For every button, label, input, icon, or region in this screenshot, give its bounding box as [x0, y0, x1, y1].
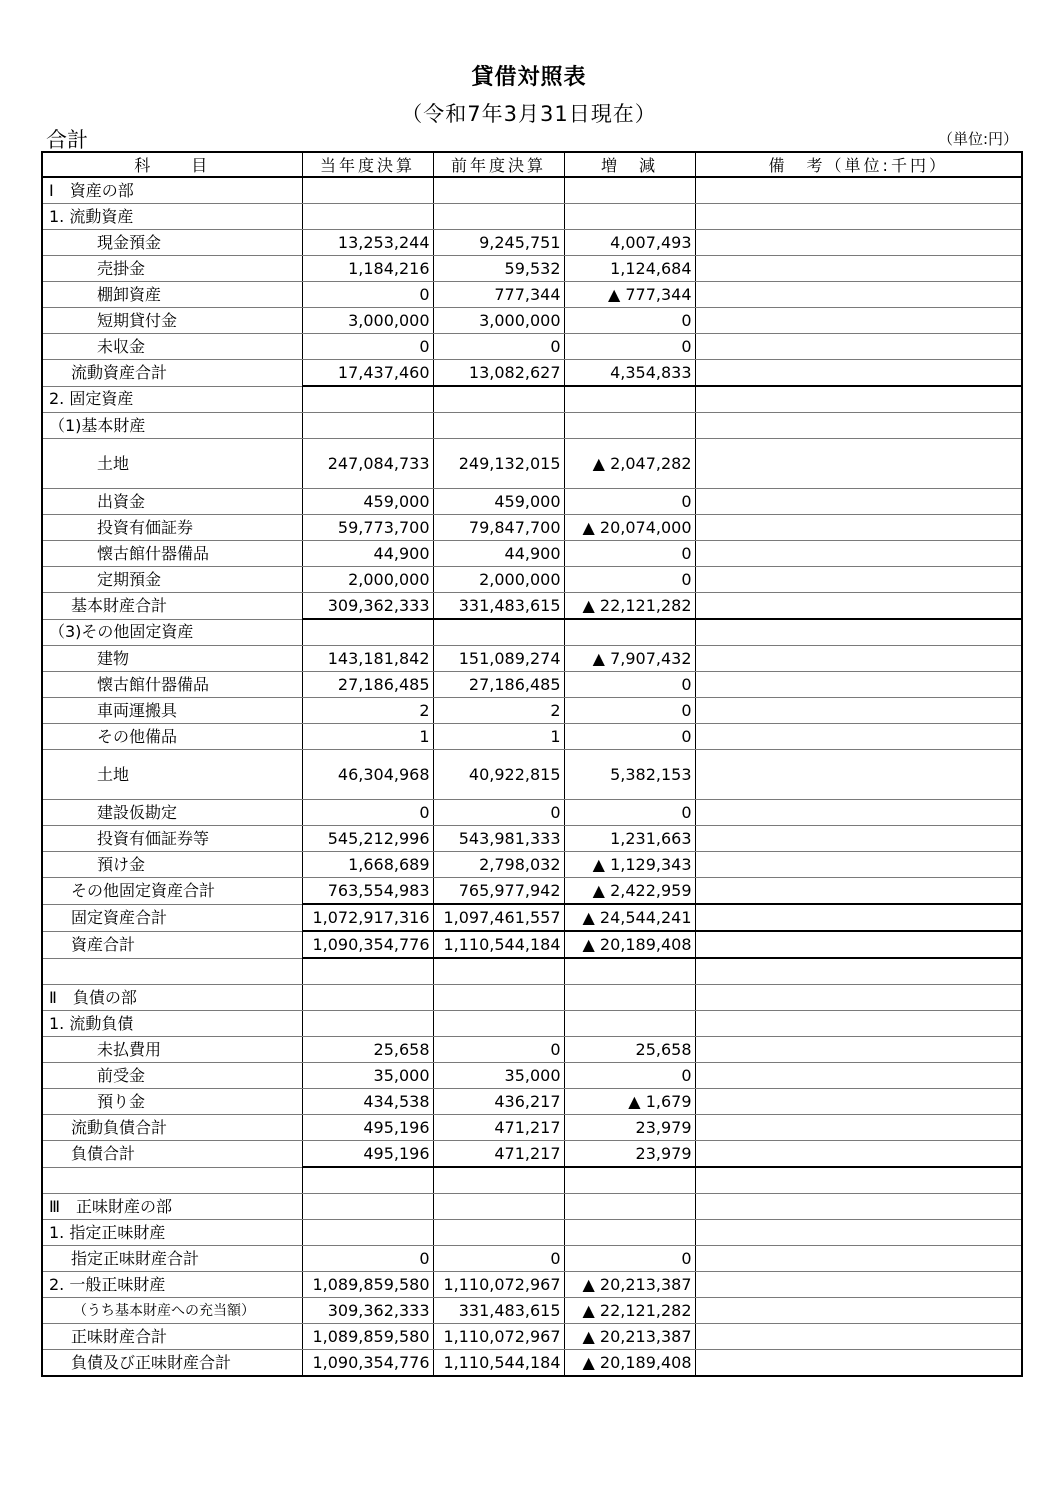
note-cell [695, 567, 1022, 593]
previous-value: 2,000,000 [433, 567, 564, 593]
balance-sheet-table [41, 151, 1023, 1377]
change-value: 0 [564, 800, 695, 826]
note-cell [695, 386, 1022, 413]
previous-value: 13,082,627 [433, 360, 564, 387]
row-label: 未収金 [42, 334, 302, 360]
current-value: 763,554,983 [302, 878, 433, 905]
previous-value [433, 1194, 564, 1220]
note-cell [695, 593, 1022, 620]
table-row [42, 413, 1022, 439]
previous-value: 2,798,032 [433, 852, 564, 878]
table-row [42, 1350, 1022, 1377]
change-value: ▲ 777,344 [564, 282, 695, 308]
change-value [564, 204, 695, 230]
row-label: （1)基本財産 [42, 413, 302, 439]
note-cell [695, 904, 1022, 931]
row-label: 前受金 [42, 1063, 302, 1089]
previous-value: 331,483,615 [433, 593, 564, 620]
row-label: 車両運搬具 [42, 698, 302, 724]
change-value [564, 413, 695, 439]
change-value: ▲ 22,121,282 [564, 1298, 695, 1324]
current-value: 0 [302, 1246, 433, 1272]
note-cell [695, 1167, 1022, 1194]
current-value [302, 1194, 433, 1220]
current-value: 309,362,333 [302, 1298, 433, 1324]
row-label: その他固定資産合計 [42, 878, 302, 905]
previous-value [433, 1167, 564, 1194]
row-label: 基本財産合計 [42, 593, 302, 620]
note-cell [695, 698, 1022, 724]
change-value: 0 [564, 308, 695, 334]
section-label: 合計 [46, 128, 88, 152]
previous-value: 79,847,700 [433, 515, 564, 541]
current-value: 44,900 [302, 541, 433, 567]
table-row [42, 1167, 1022, 1194]
note-cell [695, 515, 1022, 541]
previous-value: 0 [433, 334, 564, 360]
table-row [42, 1089, 1022, 1115]
table-row [42, 439, 1022, 489]
table-row [42, 541, 1022, 567]
previous-value [433, 958, 564, 985]
previous-value: 777,344 [433, 282, 564, 308]
note-cell [695, 1220, 1022, 1246]
previous-value: 1 [433, 724, 564, 750]
current-value [302, 1011, 433, 1037]
row-label: 預り金 [42, 1089, 302, 1115]
table-row [42, 593, 1022, 620]
table-row [42, 1063, 1022, 1089]
row-label: 土地 [42, 439, 302, 489]
current-value [302, 619, 433, 646]
current-value [302, 985, 433, 1011]
note-cell [695, 1272, 1022, 1298]
previous-value: 249,132,015 [433, 439, 564, 489]
current-value [302, 1220, 433, 1246]
change-value: 0 [564, 489, 695, 515]
row-label [42, 958, 302, 985]
row-label: 投資有価証券 [42, 515, 302, 541]
change-value: 23,979 [564, 1115, 695, 1141]
current-value: 0 [302, 800, 433, 826]
note-cell [695, 646, 1022, 672]
table-row [42, 489, 1022, 515]
row-label: 投資有価証券等 [42, 826, 302, 852]
previous-value [433, 204, 564, 230]
table-row [42, 750, 1022, 800]
table-row [42, 1298, 1022, 1324]
table-row [42, 1115, 1022, 1141]
current-value: 1,089,859,580 [302, 1324, 433, 1350]
change-value: ▲ 20,213,387 [564, 1272, 695, 1298]
previous-value: 59,532 [433, 256, 564, 282]
row-label: 預け金 [42, 852, 302, 878]
note-cell [695, 750, 1022, 800]
previous-value: 471,217 [433, 1115, 564, 1141]
note-cell [695, 1194, 1022, 1220]
current-value: 2,000,000 [302, 567, 433, 593]
header-change: 増 減 [564, 152, 695, 177]
table-row [42, 256, 1022, 282]
change-value: 4,354,833 [564, 360, 695, 387]
current-value: 2 [302, 698, 433, 724]
row-label: 懐古館什器備品 [42, 672, 302, 698]
current-value: 3,000,000 [302, 308, 433, 334]
current-value: 495,196 [302, 1115, 433, 1141]
change-value: 0 [564, 1246, 695, 1272]
change-value: 0 [564, 334, 695, 360]
current-value: 35,000 [302, 1063, 433, 1089]
current-value: 247,084,733 [302, 439, 433, 489]
row-label: Ⅰ 資産の部 [42, 177, 302, 204]
table-row [42, 282, 1022, 308]
row-label: 棚卸資産 [42, 282, 302, 308]
table-row [42, 230, 1022, 256]
current-value [302, 177, 433, 204]
row-label: 資産合計 [42, 931, 302, 958]
table-row [42, 698, 1022, 724]
current-value: 0 [302, 282, 433, 308]
change-value: ▲ 2,422,959 [564, 878, 695, 905]
row-label: 負債及び正味財産合計 [42, 1350, 302, 1377]
change-value [564, 177, 695, 204]
change-value: 4,007,493 [564, 230, 695, 256]
change-value: ▲ 1,129,343 [564, 852, 695, 878]
change-value [564, 958, 695, 985]
previous-value [433, 386, 564, 413]
row-label: Ⅲ 正味財産の部 [42, 1194, 302, 1220]
current-value: 59,773,700 [302, 515, 433, 541]
previous-value: 151,089,274 [433, 646, 564, 672]
table-row [42, 1324, 1022, 1350]
row-label: 懐古館什器備品 [42, 541, 302, 567]
table-row [42, 308, 1022, 334]
table-row [42, 1141, 1022, 1168]
change-value: ▲ 20,213,387 [564, 1324, 695, 1350]
previous-value: 1,110,544,184 [433, 1350, 564, 1377]
previous-value [433, 413, 564, 439]
note-cell [695, 1246, 1022, 1272]
note-cell [695, 852, 1022, 878]
row-label [42, 1167, 302, 1194]
header-current: 当年度決算 [302, 152, 433, 177]
table-row [42, 1037, 1022, 1063]
table-row [42, 800, 1022, 826]
row-label: 負債合計 [42, 1141, 302, 1168]
note-cell [695, 931, 1022, 958]
note-cell [695, 177, 1022, 204]
note-cell [695, 878, 1022, 905]
change-value: 1,124,684 [564, 256, 695, 282]
current-value: 0 [302, 334, 433, 360]
row-label: 建設仮勘定 [42, 800, 302, 826]
current-value: 1,090,354,776 [302, 1350, 433, 1377]
previous-value: 40,922,815 [433, 750, 564, 800]
note-cell [695, 541, 1022, 567]
previous-value [433, 1220, 564, 1246]
change-value: 23,979 [564, 1141, 695, 1168]
note-cell [695, 360, 1022, 387]
row-label: Ⅱ 負債の部 [42, 985, 302, 1011]
previous-value: 543,981,333 [433, 826, 564, 852]
row-label: 定期預金 [42, 567, 302, 593]
table-header-row [42, 152, 1022, 177]
current-value: 1,090,354,776 [302, 931, 433, 958]
row-label: 流動資産合計 [42, 360, 302, 387]
table-row [42, 958, 1022, 985]
change-value: 25,658 [564, 1037, 695, 1063]
table-row [42, 177, 1022, 204]
header-previous: 前年度決算 [433, 152, 564, 177]
previous-value: 44,900 [433, 541, 564, 567]
header-note: 備 考（単位:千円） [695, 152, 1022, 177]
current-value: 1,668,689 [302, 852, 433, 878]
current-value: 1,072,917,316 [302, 904, 433, 931]
change-value [564, 386, 695, 413]
note-cell [695, 1089, 1022, 1115]
table-row [42, 334, 1022, 360]
current-value [302, 413, 433, 439]
table-row [42, 515, 1022, 541]
row-label: 出資金 [42, 489, 302, 515]
current-value: 309,362,333 [302, 593, 433, 620]
row-label: 建物 [42, 646, 302, 672]
current-value: 1 [302, 724, 433, 750]
note-cell [695, 800, 1022, 826]
table-row [42, 672, 1022, 698]
table-row [42, 1272, 1022, 1298]
note-cell [695, 230, 1022, 256]
previous-value [433, 985, 564, 1011]
previous-value: 331,483,615 [433, 1298, 564, 1324]
row-label: 2. 一般正味財産 [42, 1272, 302, 1298]
page-subtitle: （令和7年3月31日現在） [401, 102, 657, 126]
note-cell [695, 1324, 1022, 1350]
note-cell [695, 1063, 1022, 1089]
current-value: 25,658 [302, 1037, 433, 1063]
current-value: 459,000 [302, 489, 433, 515]
change-value: 0 [564, 698, 695, 724]
table-row [42, 826, 1022, 852]
table-row [42, 646, 1022, 672]
row-label: 1. 流動負債 [42, 1011, 302, 1037]
previous-value: 459,000 [433, 489, 564, 515]
note-cell [695, 1350, 1022, 1377]
previous-value: 2 [433, 698, 564, 724]
previous-value [433, 1011, 564, 1037]
table-row [42, 985, 1022, 1011]
change-value [564, 1194, 695, 1220]
note-cell [695, 413, 1022, 439]
row-label: 1. 流動資産 [42, 204, 302, 230]
note-cell [695, 724, 1022, 750]
row-label: 指定正味財産合計 [42, 1246, 302, 1272]
note-cell [695, 1011, 1022, 1037]
unit-label: （単位:円） [937, 130, 1018, 148]
header-item: 科 目 [42, 152, 302, 177]
row-label: 正味財産合計 [42, 1324, 302, 1350]
change-value: ▲ 24,544,241 [564, 904, 695, 931]
change-value: ▲ 20,189,408 [564, 931, 695, 958]
change-value: 0 [564, 672, 695, 698]
previous-value: 9,245,751 [433, 230, 564, 256]
current-value: 46,304,968 [302, 750, 433, 800]
change-value: 1,231,663 [564, 826, 695, 852]
table-row [42, 852, 1022, 878]
note-cell [695, 958, 1022, 985]
row-label: 売掛金 [42, 256, 302, 282]
previous-value: 1,097,461,557 [433, 904, 564, 931]
previous-value [433, 177, 564, 204]
note-cell [695, 282, 1022, 308]
table-row [42, 904, 1022, 931]
table-row [42, 567, 1022, 593]
change-value: ▲ 1,679 [564, 1089, 695, 1115]
table-row [42, 1194, 1022, 1220]
row-label: 現金預金 [42, 230, 302, 256]
previous-value: 471,217 [433, 1141, 564, 1168]
current-value [302, 1167, 433, 1194]
note-cell [695, 1141, 1022, 1168]
table-row [42, 1011, 1022, 1037]
row-label: 土地 [42, 750, 302, 800]
table-row [42, 724, 1022, 750]
note-cell [695, 489, 1022, 515]
change-value: ▲ 20,189,408 [564, 1350, 695, 1377]
row-label: （うち基本財産への充当額） [42, 1298, 302, 1324]
previous-value [433, 619, 564, 646]
page-title: 貸借対照表 [471, 65, 587, 90]
previous-value: 1,110,072,967 [433, 1324, 564, 1350]
change-value: ▲ 2,047,282 [564, 439, 695, 489]
change-value [564, 1220, 695, 1246]
note-cell [695, 439, 1022, 489]
row-label: 1. 指定正味財産 [42, 1220, 302, 1246]
note-cell [695, 672, 1022, 698]
previous-value: 436,217 [433, 1089, 564, 1115]
table-row [42, 931, 1022, 958]
table-row [42, 386, 1022, 413]
previous-value: 0 [433, 1246, 564, 1272]
note-cell [695, 619, 1022, 646]
row-label: その他備品 [42, 724, 302, 750]
change-value [564, 985, 695, 1011]
change-value: 5,382,153 [564, 750, 695, 800]
current-value: 1,089,859,580 [302, 1272, 433, 1298]
table-row [42, 619, 1022, 646]
note-cell [695, 308, 1022, 334]
table-row [42, 360, 1022, 387]
change-value: ▲ 7,907,432 [564, 646, 695, 672]
table-row [42, 204, 1022, 230]
note-cell [695, 204, 1022, 230]
change-value [564, 1167, 695, 1194]
current-value: 495,196 [302, 1141, 433, 1168]
table-row [42, 1220, 1022, 1246]
change-value: 0 [564, 1063, 695, 1089]
change-value: 0 [564, 541, 695, 567]
note-cell [695, 334, 1022, 360]
current-value: 434,538 [302, 1089, 433, 1115]
row-label: 流動負債合計 [42, 1115, 302, 1141]
change-value [564, 1011, 695, 1037]
note-cell [695, 1298, 1022, 1324]
current-value: 17,437,460 [302, 360, 433, 387]
change-value: ▲ 20,074,000 [564, 515, 695, 541]
previous-value: 765,977,942 [433, 878, 564, 905]
row-label: 2. 固定資産 [42, 386, 302, 413]
previous-value: 0 [433, 800, 564, 826]
change-value: 0 [564, 567, 695, 593]
row-label: 短期貸付金 [42, 308, 302, 334]
previous-value: 1,110,072,967 [433, 1272, 564, 1298]
row-label: 固定資産合計 [42, 904, 302, 931]
change-value [564, 619, 695, 646]
previous-value: 3,000,000 [433, 308, 564, 334]
current-value [302, 204, 433, 230]
change-value: 0 [564, 724, 695, 750]
current-value [302, 386, 433, 413]
previous-value: 35,000 [433, 1063, 564, 1089]
note-cell [695, 256, 1022, 282]
previous-value: 0 [433, 1037, 564, 1063]
current-value: 27,186,485 [302, 672, 433, 698]
row-label: （3)その他固定資産 [42, 619, 302, 646]
previous-value: 1,110,544,184 [433, 931, 564, 958]
current-value: 1,184,216 [302, 256, 433, 282]
table-row [42, 1246, 1022, 1272]
current-value: 545,212,996 [302, 826, 433, 852]
current-value: 13,253,244 [302, 230, 433, 256]
note-cell [695, 1115, 1022, 1141]
note-cell [695, 826, 1022, 852]
note-cell [695, 985, 1022, 1011]
note-cell [695, 1037, 1022, 1063]
previous-value: 27,186,485 [433, 672, 564, 698]
change-value: ▲ 22,121,282 [564, 593, 695, 620]
table-row [42, 878, 1022, 905]
row-label: 未払費用 [42, 1037, 302, 1063]
current-value [302, 958, 433, 985]
current-value: 143,181,842 [302, 646, 433, 672]
